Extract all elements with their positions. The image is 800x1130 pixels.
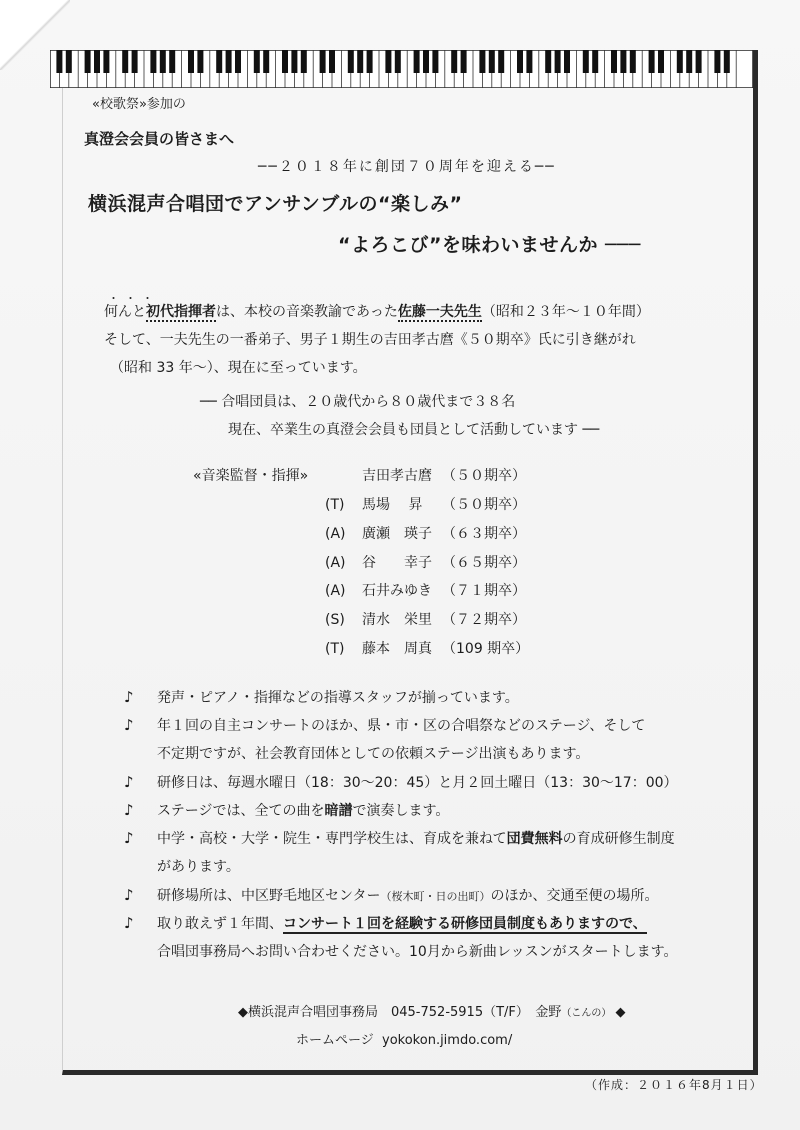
anniversary-line: ──２０１８年に創団７０周年を迎える── — [258, 159, 556, 175]
teacher-name: 佐藤一夫先生 — [397, 304, 482, 320]
trial-member-emphasis: コンサート１回を経験する研修団員制度もありますので、 — [283, 916, 647, 932]
black-key — [367, 50, 373, 73]
bullet: ♪ — [124, 773, 134, 791]
black-key — [160, 50, 166, 73]
title-line-2: “よろこび”を味わいませんか ─── — [338, 234, 641, 256]
black-key — [85, 50, 91, 73]
note-6 — [157, 887, 658, 906]
member-name: 吉田孝古麿 — [362, 468, 432, 484]
black-key — [348, 50, 354, 73]
intro-line-5: 現在、卒業生の真澄会会員も団員として活動しています ── — [228, 422, 600, 438]
festival-note: «校歌祭»参加の — [92, 97, 186, 112]
black-key — [564, 50, 570, 73]
black-key — [291, 50, 297, 73]
created-date: （作成：２０１６年8月１日） — [585, 1078, 763, 1092]
black-key — [103, 50, 109, 73]
bullet: ♪ — [124, 914, 134, 932]
black-key — [724, 50, 730, 73]
member-part: (A) — [325, 583, 346, 599]
tenure: （昭和２３年～１０年間） — [481, 304, 650, 320]
member-class: （７２期卒） — [442, 612, 526, 628]
note-5b: があります。 — [157, 859, 240, 875]
station-names: （桜木町・日の出町） — [380, 890, 491, 903]
member-class: （７１期卒） — [442, 583, 526, 599]
black-key — [526, 50, 532, 73]
black-key — [395, 50, 401, 73]
black-key — [94, 50, 100, 73]
intro-text: は、本校の音楽教諭であった — [216, 304, 398, 320]
note-5-text: 中学・高校・大学・院生・専門学校生は、育成を兼ねて — [157, 831, 507, 847]
memorize-emphasis: 暗譜 — [324, 803, 353, 819]
black-key — [489, 50, 495, 73]
bullet: ♪ — [124, 688, 134, 706]
bullet: ♪ — [124, 801, 134, 819]
black-key — [122, 50, 128, 73]
black-key — [686, 50, 692, 73]
black-key — [301, 50, 307, 73]
member-name: 藤本 周真 — [362, 641, 432, 657]
black-key — [329, 50, 335, 73]
bullet: ♪ — [124, 886, 134, 904]
title-line-1: 横浜混声合唱団でアンサンブルの“楽しみ” — [88, 193, 463, 215]
note-4-text: ステージでは、全ての曲を — [157, 803, 325, 819]
member-part: (A) — [325, 526, 346, 542]
member-name: 馬場 昇 — [362, 497, 423, 513]
black-key — [696, 50, 702, 73]
member-part: (S) — [325, 612, 345, 628]
director-label: «音楽監督・指揮» — [193, 468, 309, 484]
homepage-line — [296, 1032, 512, 1050]
black-key — [517, 50, 523, 73]
bullet: ♪ — [124, 829, 134, 847]
note-3: 研修日は、毎週水曜日（18：30～20：45）と月２回土曜日（13：30～17：00） — [157, 775, 678, 791]
black-key — [423, 50, 429, 73]
piano-keyboard-banner — [50, 50, 753, 88]
emphasis-dots: ・・・ — [108, 292, 159, 305]
black-key — [630, 50, 636, 73]
black-key — [197, 50, 203, 73]
black-key — [658, 50, 664, 73]
black-key — [235, 50, 241, 73]
note-7 — [157, 915, 647, 933]
black-key — [263, 50, 269, 73]
addressee: 真澄会会員の皆さまへ — [84, 130, 235, 148]
black-key — [357, 50, 363, 73]
black-key — [150, 50, 156, 73]
black-key — [188, 50, 194, 73]
black-key — [649, 50, 655, 73]
note-6-text: 研修場所は、中区野毛地区センター — [157, 888, 381, 904]
black-key — [498, 50, 504, 73]
black-key — [555, 50, 561, 73]
free-fee-emphasis: 団費無料 — [506, 831, 563, 847]
intro-word-nanto: 何んと — [104, 304, 146, 320]
contact-line — [238, 1004, 626, 1023]
note-7-text: 取り敢えず１年間、 — [157, 916, 283, 932]
black-key — [132, 50, 138, 73]
note-5-text-end: の育成研修生制度 — [562, 831, 675, 847]
black-key — [583, 50, 589, 73]
black-key — [320, 50, 326, 73]
member-name: 石井みゆき — [362, 583, 432, 599]
intro-line-4: ── 合唱団員は、２０歳代から８０歳代まで３８名 — [200, 394, 516, 410]
member-name: 谷 幸子 — [362, 555, 432, 571]
member-name: 清水 栄里 — [362, 612, 432, 628]
black-key — [611, 50, 617, 73]
note-6-text-end: のほか、交通至便の場所。 — [490, 888, 659, 904]
note-1: 発声・ピアノ・指揮などの指導スタッフが揃っています。 — [157, 690, 519, 706]
member-class: （６３期卒） — [442, 526, 526, 542]
diamond-mark: ◆ — [615, 1005, 626, 1020]
member-class: （５０期卒） — [442, 468, 526, 484]
bullet: ♪ — [124, 716, 134, 734]
member-class: （５０期卒） — [442, 497, 526, 513]
intro-line-3: （昭和 33 年～）、現在に至っています。 — [110, 360, 367, 376]
member-class: （109 期卒） — [442, 641, 530, 657]
member-part: (A) — [325, 555, 346, 571]
black-key — [451, 50, 457, 73]
intro-line-2: そして、一夫先生の一番弟子、男子１期生の吉田孝古麿《５０期卒》氏に引き継がれ — [104, 332, 636, 348]
black-key — [461, 50, 467, 73]
member-name: 廣瀬 瑛子 — [362, 526, 432, 542]
note-4-text-end: で演奏します。 — [352, 803, 450, 819]
homepage-url[interactable]: yokokon.jimdo.com/ — [382, 1033, 513, 1048]
black-key — [169, 50, 175, 73]
intro-line-1 — [104, 303, 650, 321]
note-4 — [157, 802, 449, 820]
homepage-label: ホームページ — [296, 1033, 374, 1048]
note-2a: 年１回の自主コンサートのほか、県・市・区の合唱祭などのステージ、そして — [157, 718, 646, 734]
black-key — [545, 50, 551, 73]
first-conductor: 初代指揮者 — [146, 304, 216, 320]
black-key — [385, 50, 391, 73]
black-key — [216, 50, 222, 73]
note-7b: 合唱団事務局へお問い合わせください。10月から新曲レッスンがスタートします。 — [157, 944, 678, 960]
black-key — [432, 50, 438, 73]
note-2b: 不定期ですが、社会教育団体としての依頼ステージ出演もあります。 — [157, 746, 590, 762]
office-contact: ◆横浜混声合唱団事務局 045-752-5915（T/F） 金野 — [238, 1005, 562, 1020]
member-part: (T) — [325, 497, 345, 513]
member-part: (T) — [325, 641, 345, 657]
name-reading: （こんの） — [561, 1008, 612, 1019]
black-key — [714, 50, 720, 73]
black-key — [414, 50, 420, 73]
black-key — [66, 50, 72, 73]
black-key — [620, 50, 626, 73]
black-key — [226, 50, 232, 73]
black-key — [592, 50, 598, 73]
note-5 — [157, 830, 675, 848]
black-key — [56, 50, 62, 73]
black-key — [282, 50, 288, 73]
black-key — [479, 50, 485, 73]
black-key — [254, 50, 260, 73]
member-class: （６５期卒） — [442, 555, 526, 571]
black-key — [677, 50, 683, 73]
